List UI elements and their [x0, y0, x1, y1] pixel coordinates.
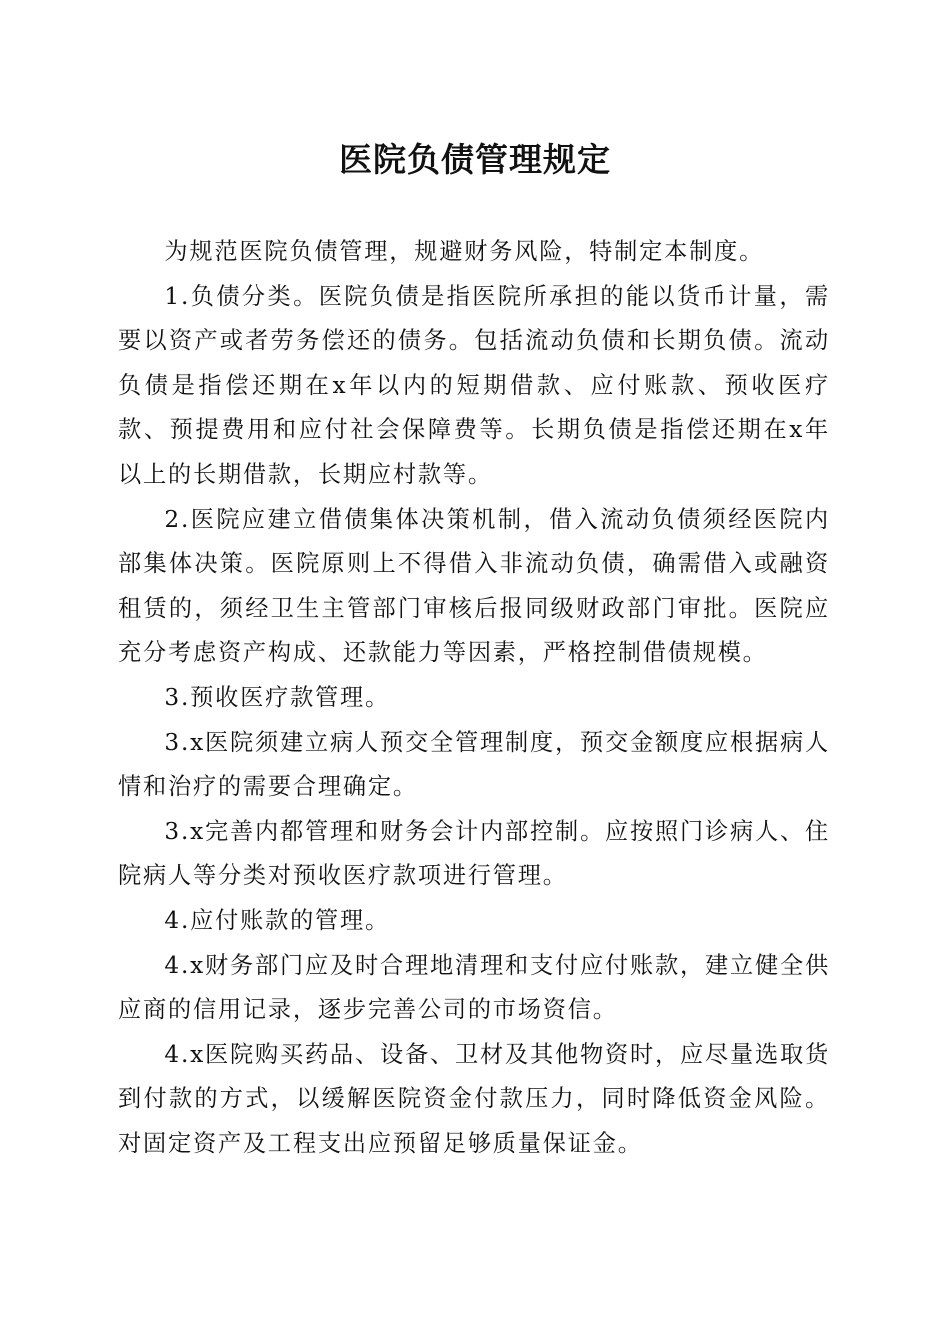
paragraph-4-1: 4.x财务部门应及时合理地清理和支付应付账款，建立健全供应商的信用记录，逐步完善公司的市场资信。 [118, 951, 830, 1024]
paragraph-1: 1.负债分类。医院负债是指医院所承担的能以货币计量，需要以资产或者劳务偿还的债务。包括流动负债和长期负债。流动负债是指偿还期在x年以内的短期借款、应付账款、预收医疗款、预提费用和应付社会保障费等。长期负债是指偿还期在x年以上的长期借款，长期应村款等。 [118, 282, 830, 488]
paragraph-3: 3.预收医疗款管理。 [164, 683, 391, 711]
paragraph-4-2: 4.x医院购买药品、设备、卫材及其他物资时，应尽量选取货到付款的方式，以缓解医院资金付款压力，同时降低资金风险。对固定资产及工程支出应预留足够质量保证金。 [118, 1040, 830, 1157]
document-body [118, 230, 830, 1166]
document-title: 医院负债管理规定 [339, 140, 611, 179]
paragraph-2: 2.医院应建立借债集体决策机制，借入流动负债须经医院内部集体决策。医院原则上不得借入非流动负债，确需借入或融资租赁的，须经卫生主管部门审核后报同级财政部门审批。医院应充分考虑资产构成、还款能力等因素，严格控制借债规模。 [118, 505, 830, 667]
paragraph-3-1: 3.x医院须建立病人预交全管理制度，预交金额度应根据病人情和治疗的需要合理确定。 [118, 728, 830, 801]
paragraph-3-2: 3.x完善内都管理和财务会计内部控制。应按照门诊病人、住院病人等分类对预收医疗款项进行管理。 [118, 817, 830, 890]
paragraph-4: 4.应付账款的管理。 [164, 906, 391, 934]
paragraph-intro: 为规范医院负债管理，规避财务风险，特制定本制度。 [164, 238, 765, 265]
